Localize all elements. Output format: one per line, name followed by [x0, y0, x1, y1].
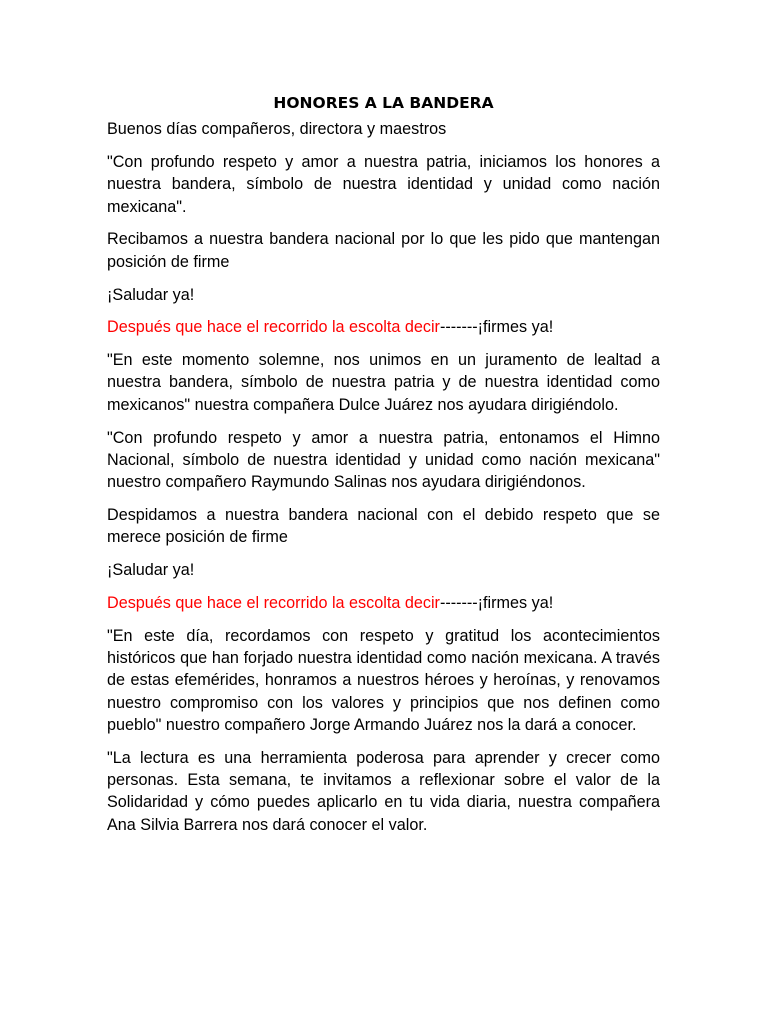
document-title: HONORES A LA BANDERA: [273, 94, 494, 112]
farewell-paragraph: Despidamos a nuestra bandera nacional con el debido respeto que se merece posición de firme: [107, 505, 660, 547]
document-page: [107, 92, 660, 846]
ephemeris-paragraph: "En este día, recordamos con respeto y gratitud los acontecimientos históricos que han forjado nuestra identidad como nación mexicana. A través de estas efemérides, honramos a nuestros héroes y heroínas, y renovamos nuestro compromiso con los valores y principios que nos definen como pueblo" nuestro compañero Jorge Armando Juárez nos la dará a conocer.: [107, 626, 660, 734]
receive-flag-paragraph: Recibamos a nuestra bandera nacional por lo que les pido que mantengan posición de firme: [107, 230, 660, 271]
salute-command: ¡Saludar ya!: [107, 561, 195, 580]
opening-paragraph: "Con profundo respeto y amor a nuestra patria, iniciamos los honores a nuestra bandera, símbolo de nuestra identidad y unidad como nación mexicana".: [107, 153, 660, 216]
greeting-paragraph: Buenos días compañeros, directora y maestros: [107, 120, 447, 139]
escort-instruction-command: -------¡firmes ya!: [439, 318, 554, 337]
oath-paragraph: "En este momento solemne, nos unimos en un juramento de lealtad a nuestra bandera, símbolo de nuestra patria y de nuestra identidad como mexicanos" nuestra compañera Dulce Juárez nos ayudara dirigiéndolo.: [107, 351, 660, 414]
escort-instruction-note: Después que hace el recorrido la escolta decir: [107, 593, 440, 612]
escort-instruction: [107, 592, 660, 614]
anthem-paragraph: "Con profundo respeto y amor a nuestra patria, entonamos el Himno Nacional, símbolo de nuestra identidad y unidad como nación mexicana" nuestro compañero Raymundo Salinas nos ayudara dirigiéndonos.: [107, 428, 660, 492]
reading-paragraph: "La lectura es una herramienta poderosa para aprender y crecer como personas. Esta semana, te invitamos a reflexionar sobre el valor de la Solidaridad y cómo puedes aplicarlo en tu vida diaria, nuestra compañera Ana Silvia Barrera nos dará conocer el valor.: [107, 748, 660, 834]
escort-instruction-command: -------¡firmes ya!: [439, 593, 554, 612]
escort-instruction: [107, 316, 660, 338]
salute-command: ¡Saludar ya!: [107, 285, 195, 304]
escort-instruction-note: Después que hace el recorrido la escolta decir: [107, 318, 440, 337]
